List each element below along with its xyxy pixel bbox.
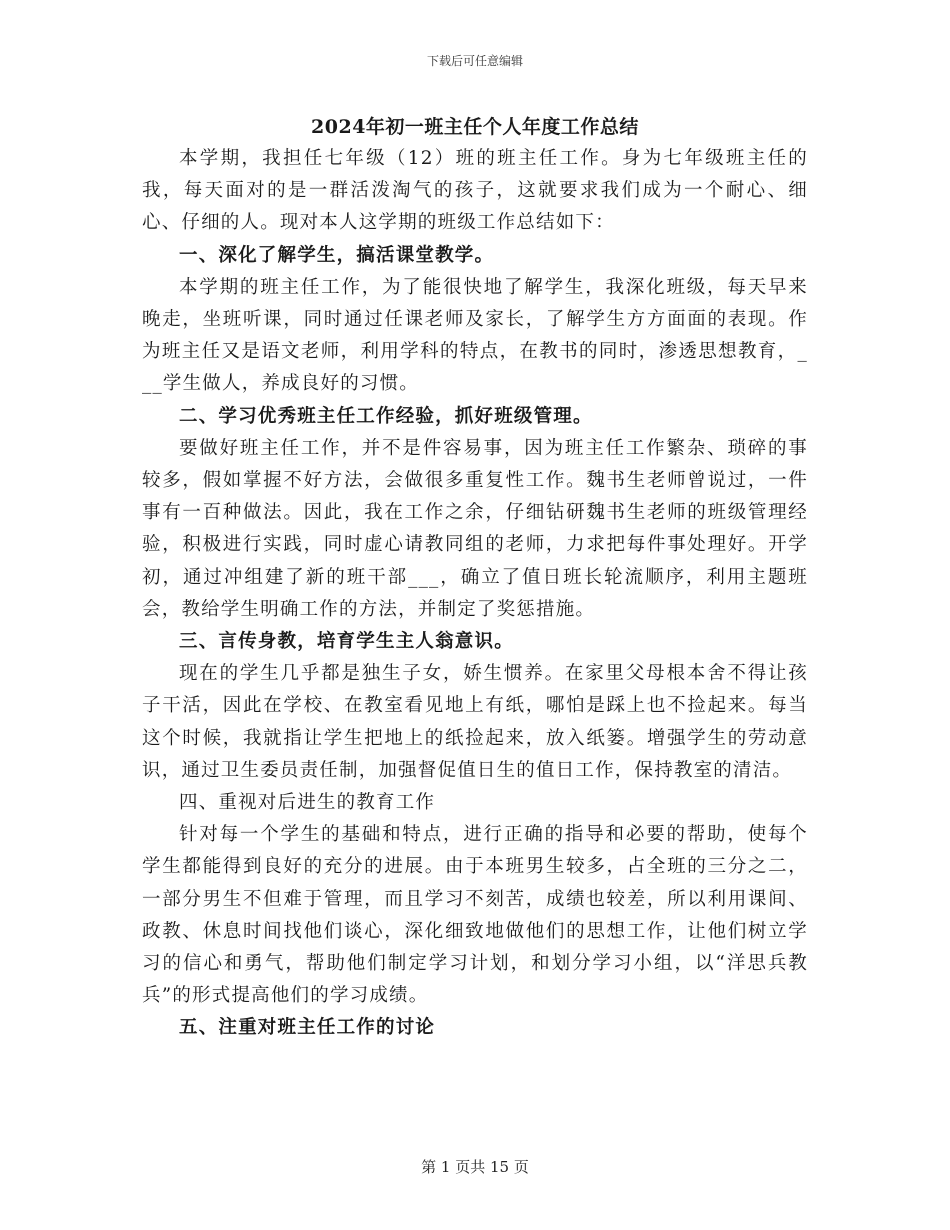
- section-paragraph-3: 现在的学生几乎都是独生子女，娇生惯养。在家里父母根本舍不得让孩子干活，因此在学校、在教室看见地上有纸，哪怕是踩上也不捡起来。每当这个时候，我就指让学生把地上的纸捡起来，放入纸篓。增强学生的劳动意识，通过卫生委员责任制，加强督促值日生的值日工作，保持教室的清洁。: [142, 663, 808, 781]
- section-heading-4: 四、重视对后进生的教育工作: [179, 792, 436, 814]
- section-paragraph-2: 要做好班主任工作，并不是件容易事，因为班主任工作繁杂、琐碎的事较多，假如掌握不好方法，会做很多重复性工作。魏书生老师曾说过，一件事有一百种做法。因此，我在工作之余，仔细钻研魏书生老师的班级管理经验，积极进行实践，同时虚心请教同组的老师，力求把每件事处理好。开学初，通过冲组建了新的班干部___，确立了值日班长轮流顺序，利用主题班会，教给学生明确工作的方法，并制定了奖惩措施。: [142, 437, 808, 620]
- page-header: 下载后可任意编辑: [426, 54, 523, 68]
- section-heading-1: 一、深化了解学生，搞活课堂教学。: [179, 244, 495, 266]
- section-paragraph-1: 本学期的班主任工作，为了能很快地了解学生，我深化班级，每天早来晚走，坐班听课，同时通过任课老师及家长，了解学生方方面面的表现。作为班主任又是语文老师，利用学科的特点，在教书的同时，渗透思想教育，___学生做人，养成良好的习惯。: [142, 276, 808, 395]
- page-footer: 第 1 页共 15 页: [421, 1158, 529, 1176]
- section-heading-2: 二、学习优秀班主任工作经验，抓好班级管理。: [179, 405, 593, 427]
- document-title: 2024年初一班主任个人年度工作总结: [311, 116, 639, 138]
- intro-paragraph: 本学期，我担任七年级（12）班的班主任工作。身为七年级班主任的我，每天面对的是一群活泼淘气的孩子，这就要求我们成为一个耐心、细心、仔细的人。现对本人这学期的班级工作总结如下：: [142, 148, 808, 234]
- document-body: [142, 143, 808, 1045]
- section-heading-3: 三、言传身教，培育学生主人翁意识。: [179, 631, 514, 653]
- section-heading-5: 五、注重对班主任工作的讨论: [179, 1017, 436, 1039]
- section-paragraph-4: 针对每一个学生的基础和特点，进行正确的指导和必要的帮助，使每个学生都能得到良好的充分的进展。由于本班男生较多，占全班的三分之二，一部分男生不但难于管理，而且学习不刻苦，成绩也较差，所以利用课间、政教、休息时间找他们谈心，深化细致地做他们的思想工作，让他们树立学习的信心和勇气，帮助他们制定学习计划，和划分学习小组，以“洋思兵教兵”的形式提高他们的学习成绩。: [142, 824, 808, 1007]
